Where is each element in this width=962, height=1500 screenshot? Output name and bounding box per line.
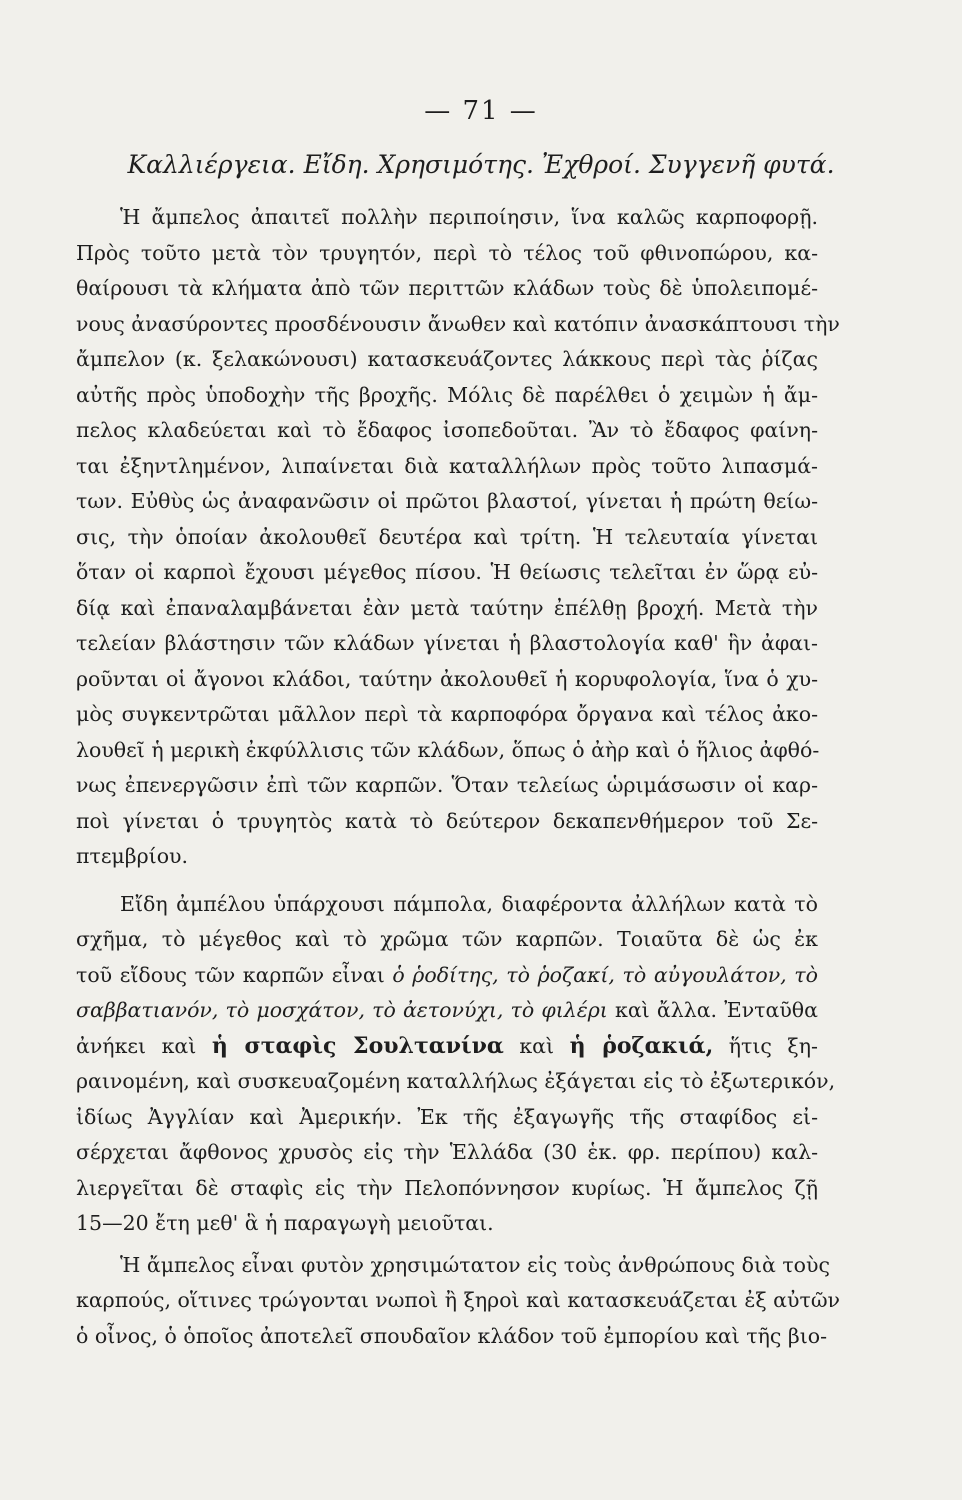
page-number: — 71 —: [424, 96, 538, 126]
text-line: αὐτῆς πρὸς ὑποδοχὴν τῆς βροχῆς. Μόλις δὲ παρέλθει ὁ χειμὼν ἡ ἄμ-: [76, 382, 818, 407]
text-line: ὁ οἶνος, ὁ ὁποῖος ἀποτελεῖ σπουδαῖον κλάδον τοῦ ἐμπορίου καὶ τῆς βιο-: [76, 1323, 828, 1348]
emphasis-sultanina: ἡ σταφὶς Σουλτανίνα: [211, 1032, 504, 1059]
text-line: λουθεῖ ἡ μερικὴ ἐκφύλλισις τῶν κλάδων, ὅπως ὁ ἀὴρ καὶ ὁ ἥλιος ἀφθό-: [76, 737, 820, 762]
text-line: Ἡ ἄμπελος ἀπαιτεῖ πολλὴν περιποίησιν, ἵνα καλῶς καρποφορῇ.: [120, 205, 818, 229]
text-line: Πρὸς τοῦτο μετὰ τὸν τρυγητόν, περὶ τὸ τέλος τοῦ φθινοπώρου, κα-: [76, 240, 818, 265]
body-text: [76, 200, 840, 1354]
text-line: [76, 1029, 818, 1065]
text-line: πελος κλαδεύεται καὶ τὸ ἔδαφος ἰσοπεδοῦται. Ἂν τὸ ἔδαφος φαίνη-: [76, 418, 818, 442]
text-line: ται ἐξηντλημένον, λιπαίνεται διὰ καταλλήλων πρὸς τοῦτο λιπασμά-: [76, 453, 818, 478]
text-line: σέρχεται ἄφθονος χρυσὸς εἰς τὴν Ἑλλάδα (30 ἑκ. φρ. περίπου) καλ-: [76, 1140, 818, 1164]
text-line: καρπούς, οἵτινες τρώγονται νωποὶ ἢ ξηροὶ καὶ κατασκευάζεται ἐξ αὐτῶν: [76, 1288, 840, 1312]
text-line: νως ἐπενεργῶσιν ἐπὶ τῶν καρπῶν. Ὅταν τελείως ὡριμάσωσιν οἱ καρ-: [76, 773, 818, 797]
text-line: [76, 993, 818, 1029]
text-line: μὸς συγκεντρῶται μᾶλλον περὶ τὰ καρποφόρα ὄργανα καὶ τέλος ἀκο-: [76, 702, 818, 726]
emphasis-rozakia: ἡ ῥοζακιά,: [569, 1032, 714, 1059]
text-run: καὶ: [519, 1033, 555, 1058]
text-line: λιεργεῖται δὲ σταφὶς εἰς τὴν Πελοπόννησον κυρίως. Ἡ ἄμπελος ζῇ: [76, 1175, 818, 1200]
text-line: σχῆμα, τὸ μέγεθος καὶ τὸ χρῶμα τῶν καρπῶν. Τοιαῦτα δὲ ὡς ἐκ: [76, 927, 818, 951]
text-run: τοῦ εἴδους τῶν καρπῶν εἶναι: [76, 962, 385, 987]
text-line: ὅταν οἱ καρποὶ ἔχουσι μέγεθος πίσου. Ἡ θείωσις τελεῖται ἐν ὥρᾳ εὐ-: [76, 560, 818, 584]
text-line: Ἡ ἄμπελος εἶναι φυτὸν χρησιμώτατον εἰς τοὺς ἀνθρώπους διὰ τοὺς: [120, 1252, 830, 1277]
text-line: ἄμπελον (κ. ξελακώνουσι) κατασκευάζοντες λάκκους περὶ τὰς ῥίζας: [76, 347, 818, 371]
paragraph-cultivation: [76, 200, 840, 875]
variety-names: σαββατιανόν, τὸ μοσχάτον, τὸ ἀετονύχι, τὸ φιλέρι: [76, 998, 608, 1022]
text-line: ραινομένη, καὶ συσκευαζομένη καταλλήλως ἐξάγεται εἰς τὸ ἐξωτερικόν,: [76, 1069, 836, 1093]
text-line: σις, τὴν ὁποίαν ἀκολουθεῖ δευτέρα καὶ τρίτη. Ἡ τελευταία γίνεται: [76, 524, 818, 549]
variety-names: ὁ ῥοδίτης, τὸ ῥοζακί, τὸ αὐγουλάτον, τὸ: [392, 962, 818, 987]
text-run: ἥτις ξη-: [728, 1033, 818, 1058]
paragraph-usefulness: [76, 1248, 840, 1355]
text-run: καὶ ἄλλα. Ἐνταῦθα: [615, 998, 818, 1022]
text-run: ἀνήκει καὶ: [76, 1033, 197, 1058]
text-line: ἰδίως Ἀγγλίαν καὶ Ἀμερικήν. Ἐκ τῆς ἐξαγωγῆς τῆς σταφίδος εἰ-: [76, 1104, 818, 1129]
text-line: πτεμβρίου.: [76, 844, 189, 868]
paragraph-varieties: [76, 887, 836, 1242]
text-line: [76, 958, 818, 994]
text-line: θαίρουσι τὰ κλήματα ἀπὸ τῶν περιττῶν κλάδων τοὺς δὲ ὑπολειπομέ-: [76, 276, 818, 300]
section-title: Καλλιέργεια. Εἴδη. Χρησιμότης. Ἐχθροί. Συγγενῆ φυτά.: [127, 150, 835, 179]
text-line: Εἴδη ἀμπέλου ὑπάρχουσι πάμπολα, διαφέροντα ἀλλήλων κατὰ τὸ: [120, 891, 818, 916]
text-line: τελείαν βλάστησιν τῶν κλάδων γίνεται ἡ βλαστολογία καθ' ἣν ἀφαι-: [76, 631, 818, 655]
text-line: δίᾳ καὶ ἐπαναλαμβάνεται ἐὰν μετὰ ταύτην ἐπέλθῃ βροχή. Μετὰ τὴν: [76, 595, 818, 620]
text-line: των. Εὐθὺς ὡς ἀναφανῶσιν οἱ πρῶτοι βλαστοί, γίνεται ἡ πρώτη θείω-: [76, 489, 818, 513]
text-line: νους ἀνασύροντες προσδένουσιν ἄνωθεν καὶ κατόπιν ἀνασκάπτουσι τὴν: [76, 311, 840, 336]
text-line: ροῦνται οἱ ἄγονοι κλάδοι, ταύτην ἀκολουθεῖ ἡ κορυφολογία, ἵνα ὁ χυ-: [76, 666, 818, 691]
text-line: 15—20 ἔτη μεθ' ἃ ἡ παραγωγὴ μειοῦται.: [76, 1211, 494, 1235]
text-line: ποὶ γίνεται ὁ τρυγητὸς κατὰ τὸ δεύτερον δεκαπενθήμερον τοῦ Σε-: [76, 808, 818, 833]
